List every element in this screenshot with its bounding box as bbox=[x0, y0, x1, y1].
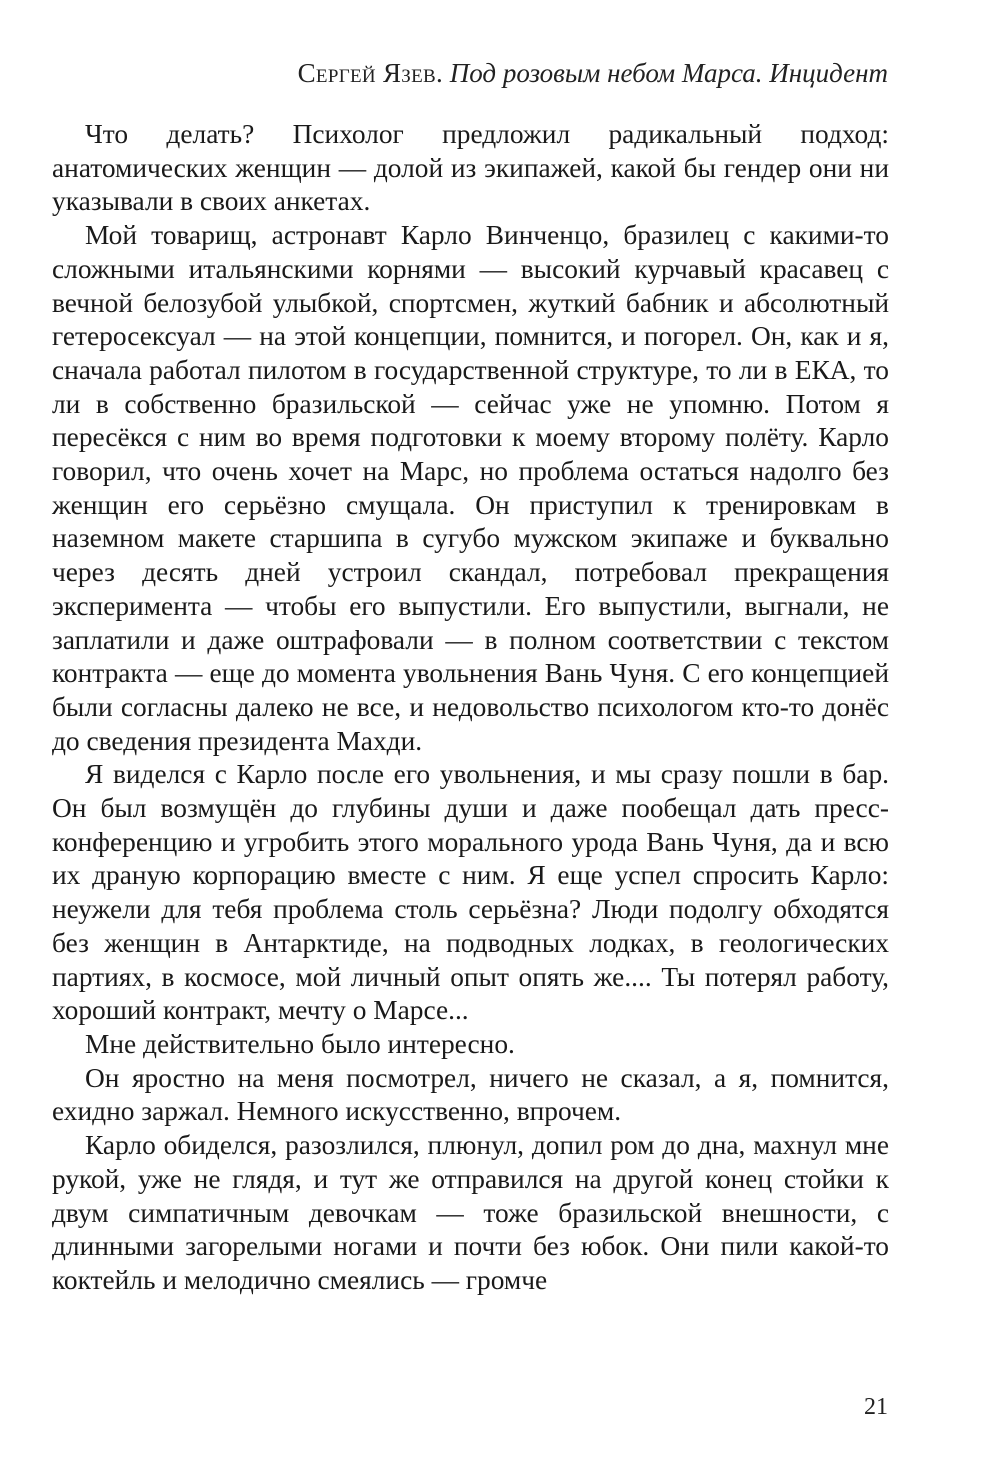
paragraph: Я виделся с Карло после его увольнения, и мы сразу пошли в бар. Он был возмущён до глубины души и даже пообещал дать пресс-конференцию и угробить этого морального урода Вань Чуня, да и всю их драную корпорацию вместе с ним. Я еще успел спросить Карло: неужели для тебя проблема столь серьёзна? Люди подолгу обходятся без женщин в Антарктиде, на подводных лодках, в геологических партиях, в космосе, мой личный опыт опять же.... Ты потерял работу, хороший контракт, мечту о Марсе... bbox=[52, 759, 889, 1026]
paragraph: Мне действительно было интересно. bbox=[85, 1028, 515, 1059]
paragraph: Он яростно на меня посмотрел, ничего не сказал, а я, помнится, ехидно заржал. Немного искусственно, впрочем. bbox=[52, 1062, 889, 1127]
paragraph: Что делать? Психолог предложил радикальный подход: анатомических женщин — долой из экипажей, какой бы гендер они ни указывали в своих анкетах. bbox=[52, 119, 889, 217]
running-header bbox=[298, 56, 888, 90]
body-text bbox=[52, 118, 889, 1298]
paragraph: Мой товарищ, астронавт Карло Винченцо, бразилец с какими-то сложными итальянскими корнями — высокий курчавый красавец с вечной белозубой улыбкой, спортсмен, жуткий бабник и абсолютный гетеросексуал — на этой концепции, помнится, и погорел. Он, как и я, сначала работал пилотом в государственной структуре, то ли в ЕКА, то ли в собственно бразильской — сейчас уже не упомню. Потом я пересёкся с ним во время подготовки к моему второму полёту. Карло говорил, что очень хочет на Марс, но проблема остаться надолго без женщин его серьёзно смущала. Он приступил к тренировкам в наземном макете старшипа в сугубо мужском экипаже и буквально через десять дней устроил скандал, потребовал прекращения эксперимента — чтобы его выпустили. Его выпустили, выгнали, не заплатили и даже оштрафовали — в полном соответствии с текстом контракта — еще до момента увольнения Вань Чуня. С его концепцией были согласны далеко не все, и недовольство психологом кто-то донёс до сведения президента Махди. bbox=[52, 220, 889, 756]
header-author: Сергей Язев. bbox=[297, 58, 444, 88]
paragraph: Карло обиделся, разозлился, плюнул, допил ром до дна, махнул мне рукой, уже не глядя, и тут же отправился на другой конец стойки к двум симпатичным девочкам — тоже бразильской внешности, с длинными загорелыми ногами и почти без юбок. Они пили какой-то коктейль и мелодично смеялись — громче bbox=[52, 1130, 889, 1295]
page-number: 21 bbox=[864, 1394, 888, 1420]
header-title: Под розовым небом Марса. Инцидент bbox=[449, 58, 888, 88]
